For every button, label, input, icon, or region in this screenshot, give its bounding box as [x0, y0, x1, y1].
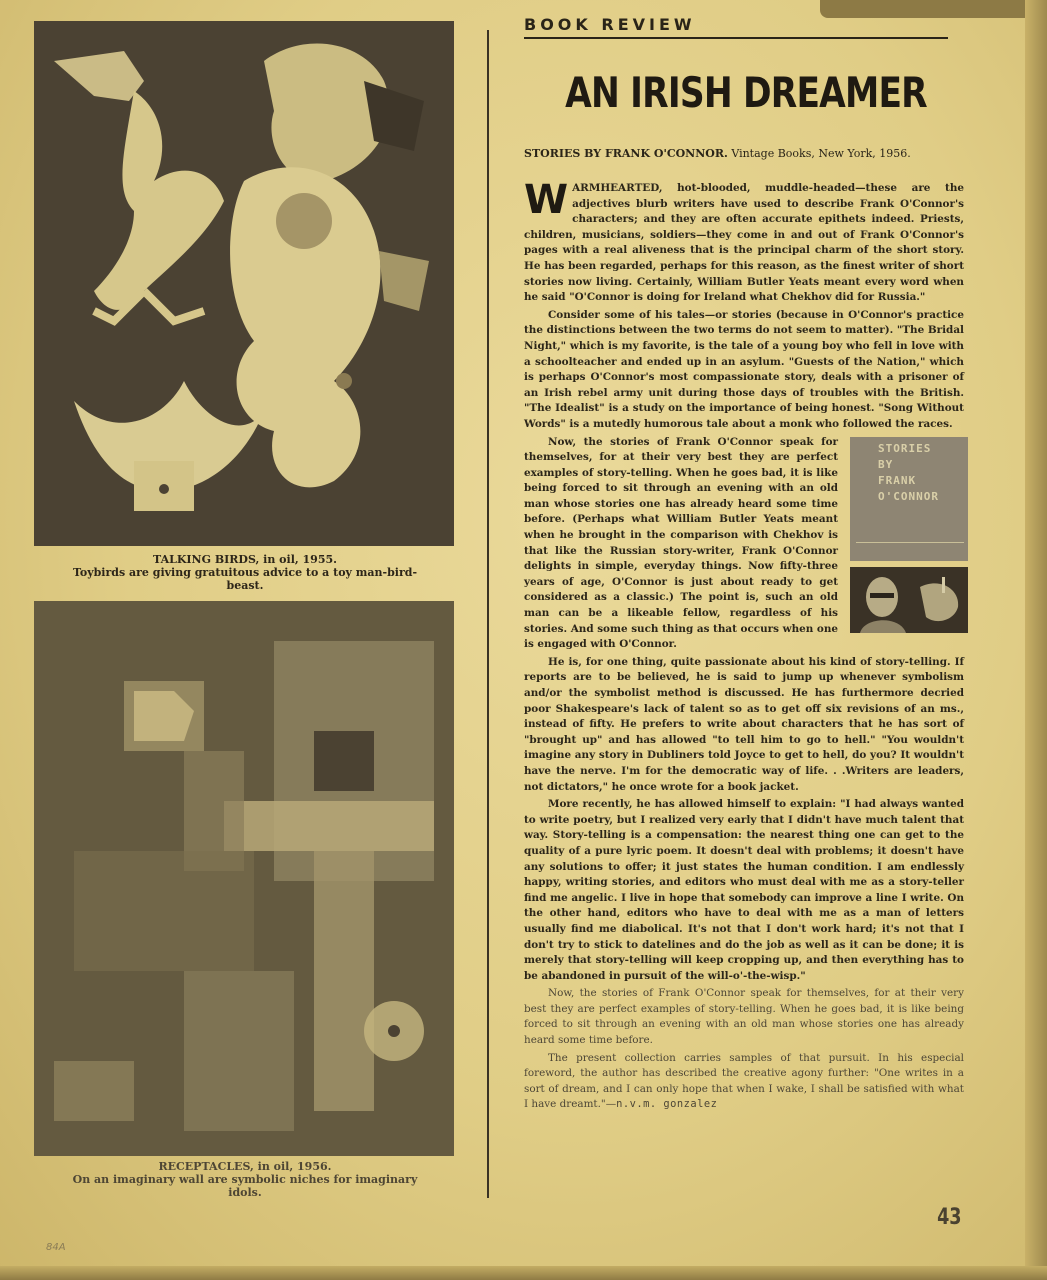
book-cover-subtitle-line [856, 542, 964, 551]
author-photo [850, 567, 968, 633]
caption-title: RECEPTACLES, in oil, 1956. [158, 1160, 332, 1173]
caption-description: On an imaginary wall are symbolic niches for imaginary idols. [72, 1173, 418, 1199]
section-rule [524, 37, 948, 39]
article-headline: AN IRISH DREAMER [565, 68, 927, 117]
article-paragraph: Consider some of his tales—or stories (because in O'Connor's practice the distinctions between the two terms do not seem to matter). "The Bridal Night," which is my favorite, is the tale of a young boy who fell in love with a schoolteacher and ended up in an asylum. "Guests of the Nation," which is perhaps O'Connor's most compassionate story, deals with a prisoner of an Irish rebel army unit during those days of troubles with the British. "The Idealist" is a study on the importance of being honest. "Song Without Words" is a mutedly humorous tale about a monk who followed the races. [524, 308, 964, 430]
author-signature: n.v.m. gonzalez [616, 1098, 718, 1111]
column-rule [487, 30, 489, 1198]
handwritten-note: 84A [46, 1242, 66, 1253]
article-paragraph: More recently, he has allowed himself to explain: "I had always wanted to write poetry, but I realized very early that I didn't have much talent that way. Story-telling is a compensation: the nearest thing one can get to the quality of a pure lyric poem. It doesn't deal with problems; it doesn't have any solutions to offer; it just states the human condition. I am endlessly happy, writing stories, and editors who must deal with me as a story-teller find me angelic. I live in hope that somebody can improve a line I write. On the other hand, editors who have to deal with me as a man of letters usually find me diabolical. It's not that I don't work hard; it's not that I don't try to stick to datelines and do the job as well as it can be done; it is merely that story-telling will keep cropping up, and then everything has to be abandoned in pursuit of the will-o'-the-wisp." [524, 798, 964, 982]
book-title: STORIES BY FRANK O'CONNOR. [524, 147, 728, 160]
book-publisher: Vintage Books, New York, 1956. [731, 147, 911, 160]
page-edge-bottom [0, 1266, 1047, 1280]
page-edge-top [820, 0, 1047, 18]
drop-cap: W [524, 177, 569, 223]
caption-talking-birds [70, 553, 420, 592]
receptacles-artwork [34, 601, 454, 1156]
article-paragraph: He is, for one thing, quite passionate about his kind of story-telling. If reports are to be believed, he is said to jump up whenever symbolism and/or the symbolist method is discussed. He has furthermore decried poor Shakespeare's lack of talent so as to get off six revisions of an ms., instead of fifty. He prefers to write about characters that he has sort of "brought up" and has allowed "to tell him to go to hell." "You wouldn't imagine any story in Dubliners told Joyce to get to hell, do you? It wouldn't have the nerve. I'm for the democratic way of life. . .Writers are leaders, not dictators," he once wrote for a book jacket. [524, 655, 964, 793]
talking-birds-artwork [34, 21, 454, 546]
caption-description: Toybirds are giving gratuitous advice to a toy man-bird-beast. [72, 566, 418, 592]
painting-talking-birds [34, 21, 454, 546]
article-paragraph: WARMHEARTED, hot-blooded, muddle-headed—these are the adjectives blurb writers have used to describe Frank O'Connor's characters; and they are often accurate epithets indeed. Priests, children, musicians, soldiers—they come in and out of Frank O'Connor's pages with a real aliveness that is the principal charm of the short story. He has been regarded, perhaps for this reason, as the finest writer of short stories now living. Certainly, William Butler Yeats meant every word when he said "O'Connor is doing for Ireland what Chekhov did for Russia." [524, 177, 964, 304]
page-edge-right [1025, 0, 1047, 1280]
painting-receptacles [34, 601, 454, 1156]
caption-receptacles [70, 1160, 420, 1199]
book-info [524, 147, 984, 160]
article-body [524, 177, 964, 1115]
article-paragraph: The present collection carries samples of that pursuit. In his especial foreword, the author has described the creative agony further: "One writes in a sort of dream, and I can only hope that when I wake, I shall be satisfied with what I have dreamt."—n.v.m. gonzalez [524, 1051, 964, 1111]
article-paragraph: STORIES BY FRANK O'CONNOR Now, the stories of Frank O'Connor speak for themselves, for at their very best they are perfect examples of story-telling. When he goes bad, it is like being forced to sit through an evening with an old man whose stories one has already heard some time before. (Perhaps what William Butler Yeats meant when he brought in the comparison with Chekhov is that like the Russian story-writer, Frank O'Connor delights in simple, everyday things. Now fifty-three years of age, O'Connor is just about ready to get considered as a classic.) The point is, such an old man can be a likeable fellow, regardless of his stories. And some such thing as that occurs when one is engaged with O'Connor. [524, 435, 964, 653]
book-cover-image [850, 437, 968, 633]
section-label: BOOK REVIEW [524, 15, 696, 34]
page-number: 43 [937, 1205, 962, 1230]
author-portrait [850, 567, 968, 633]
caption-title: TALKING BIRDS, in oil, 1955. [153, 553, 337, 566]
book-cover-title: STORIES BY FRANK O'CONNOR [878, 441, 939, 503]
article-paragraph: Now, the stories of Frank O'Connor speak for themselves, for at their very best they are perfect examples of story-telling. When he goes bad, it is like being forced to sit through an evening with an old man whose stories one has already heard some time before. [524, 987, 964, 1047]
